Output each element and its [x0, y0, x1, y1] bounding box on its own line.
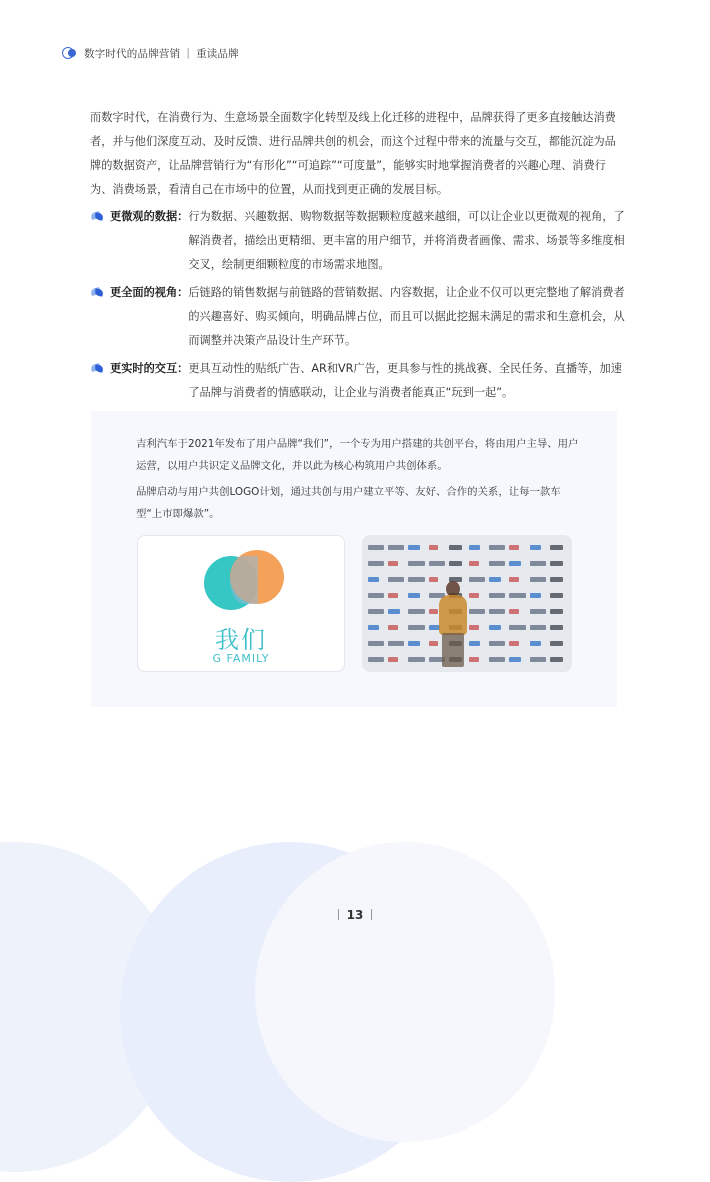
- wall-logo-tile: [509, 641, 519, 646]
- case-study-box: [91, 411, 617, 707]
- wall-logo-tile: [449, 561, 462, 566]
- bullet-item: [90, 357, 625, 405]
- leaf-bullet-icon: [90, 357, 106, 381]
- wall-logo-tile: [530, 609, 546, 614]
- wall-logo-tile: [469, 657, 479, 662]
- case-paragraph: 品牌启动与用户共创LOGO计划，通过共创与用户建立平等、友好、合作的关系，让每一款车型“上市即爆款”。: [136, 486, 561, 520]
- case-paragraph: 吉利汽车于2021年发布了用户品牌“我们”，一个专为用户搭建的共创平台，将由用户主导、用户运营，以用户共识定义品牌文化，并以此为核心构筑用户共创体系。: [136, 438, 579, 472]
- background-circle: [255, 842, 555, 1142]
- wall-logo-tile: [530, 561, 546, 566]
- wall-logo-tile: [388, 657, 398, 662]
- wall-logo-tile: [429, 561, 445, 566]
- wall-logo-tile: [408, 641, 419, 646]
- header-section: 重读品牌: [196, 47, 239, 60]
- walking-person-figure: [436, 581, 470, 667]
- wall-logo-tile: [550, 641, 563, 646]
- wall-logo-tile: [489, 593, 505, 598]
- wall-logo-tile: [469, 577, 485, 582]
- logo-english-wordmark: G FAMILY: [212, 652, 270, 665]
- wall-logo-tile: [408, 625, 424, 630]
- page-header: [62, 44, 239, 62]
- wall-logo-tile: [368, 545, 384, 550]
- bullet-text: 行为数据、兴趣数据、购物数据等数据颗粒度越来越细，可以让企业以更微观的视角，了解消费者，描绘出更精细、更丰富的用户细节，并将消费者画像、需求、场景等多维度相交叉，绘制更细颗粒度的市场需求地图。: [188, 210, 625, 271]
- bullet-heading: 更全面的视角：: [110, 286, 189, 299]
- wall-logo-tile: [368, 625, 379, 630]
- divider: [338, 909, 339, 920]
- wall-logo-tile: [388, 561, 398, 566]
- wall-logo-tile: [469, 545, 480, 550]
- wall-logo-tile: [530, 625, 546, 630]
- wall-logo-tile: [408, 561, 424, 566]
- wall-logo-tile: [408, 657, 424, 662]
- wall-logo-tile: [388, 609, 399, 614]
- bullet-item: [90, 281, 625, 353]
- wall-logo-tile: [469, 641, 480, 646]
- wall-logo-tile: [469, 593, 479, 598]
- wall-logo-tile: [489, 657, 505, 662]
- case-study-text: [136, 433, 586, 525]
- wall-logo-tile: [530, 545, 541, 550]
- header-separator: |: [186, 47, 191, 59]
- wall-logo-tile: [489, 625, 500, 630]
- wall-logo-tile: [368, 577, 379, 582]
- wall-logo-tile: [509, 545, 519, 550]
- g-family-logo-image: [137, 535, 345, 672]
- wall-logo-tile: [408, 593, 419, 598]
- wall-logo-tile: [550, 625, 563, 630]
- wall-logo-tile: [388, 625, 398, 630]
- divider: [371, 909, 372, 920]
- wall-logo-tile: [469, 625, 479, 630]
- wall-logo-tile: [489, 545, 505, 550]
- brand-logo-icon: [62, 47, 78, 59]
- bullet-list: [90, 205, 625, 405]
- page-number: 13: [346, 908, 364, 922]
- wall-logo-tile: [550, 577, 563, 582]
- wall-logo-tile: [429, 545, 439, 550]
- wall-logo-tile: [469, 561, 479, 566]
- wall-logo-tile: [550, 545, 563, 550]
- wall-logo-tile: [550, 657, 563, 662]
- wall-logo-tile: [449, 545, 462, 550]
- wall-logo-tile: [509, 657, 520, 662]
- wall-logo-tile: [489, 609, 505, 614]
- g-family-emblem-icon: [200, 550, 290, 616]
- bullet-text: 后链路的销售数据与前链路的营销数据、内容数据，让企业不仅可以更完整地了解消费者的兴趣喜好、购买倾向，明确品牌占位，而且可以据此挖掘未满足的需求和生意机会，从而调整并决策产品设计生产环节。: [188, 286, 625, 347]
- wall-logo-tile: [388, 641, 404, 646]
- wall-logo-tile: [368, 609, 384, 614]
- page-footer: [0, 908, 710, 922]
- wall-logo-tile: [388, 545, 404, 550]
- wall-logo-tile: [408, 609, 424, 614]
- bullet-text: 更具互动性的贴纸广告、AR和VR广告，更具参与性的挑战赛、全民任务、直播等，加速了品牌与消费者的情感联动，让企业与消费者能真正“玩到一起”。: [188, 362, 622, 399]
- wall-logo-tile: [368, 561, 384, 566]
- wall-logo-tile: [388, 593, 398, 598]
- leaf-bullet-icon: [90, 205, 106, 229]
- wall-logo-tile: [550, 561, 563, 566]
- bullet-heading: 更实时的交互：: [110, 362, 189, 375]
- wall-logo-tile: [469, 609, 485, 614]
- wall-logo-tile: [368, 641, 384, 646]
- leaf-bullet-icon: [90, 281, 106, 305]
- wall-logo-tile: [550, 593, 563, 598]
- logo-wall-photo: [362, 535, 572, 672]
- wall-logo-tile: [530, 593, 541, 598]
- wall-logo-tile: [530, 641, 541, 646]
- wall-logo-tile: [368, 657, 384, 662]
- bullet-item: [90, 205, 625, 277]
- wall-logo-tile: [509, 609, 519, 614]
- header-title: 数字时代的品牌营销: [84, 47, 181, 60]
- wall-logo-tile: [489, 577, 500, 582]
- wall-logo-tile: [509, 561, 520, 566]
- wall-logo-tile: [509, 577, 519, 582]
- wall-logo-tile: [489, 561, 505, 566]
- logo-chinese-wordmark: 我们: [215, 626, 267, 654]
- intro-paragraph: 而数字时代，在消费行为、生意场景全面数字化转型及线上化迁移的进程中，品牌获得了更多直接触达消费者，并与他们深度互动、及时反馈、进行品牌共创的机会，而这个过程中带来的流量与交互，都能沉淀为品牌的数据资产，让品牌营销行为“有形化”“可追踪”“可度量”，能够实时地掌握消费者的兴趣心理、消费行为、消费场景，看清自己在市场中的位置，从而找到更正确的发展目标。: [90, 111, 616, 196]
- bullet-heading: 更微观的数据：: [110, 210, 189, 223]
- wall-logo-tile: [530, 577, 546, 582]
- wall-logo-tile: [408, 545, 419, 550]
- wall-logo-tile: [368, 593, 384, 598]
- wall-logo-tile: [489, 641, 505, 646]
- wall-logo-tile: [509, 625, 525, 630]
- wall-logo-tile: [530, 657, 546, 662]
- wall-logo-tile: [388, 577, 404, 582]
- wall-logo-tile: [550, 609, 563, 614]
- wall-logo-tile: [509, 593, 525, 598]
- wall-logo-tile: [408, 577, 424, 582]
